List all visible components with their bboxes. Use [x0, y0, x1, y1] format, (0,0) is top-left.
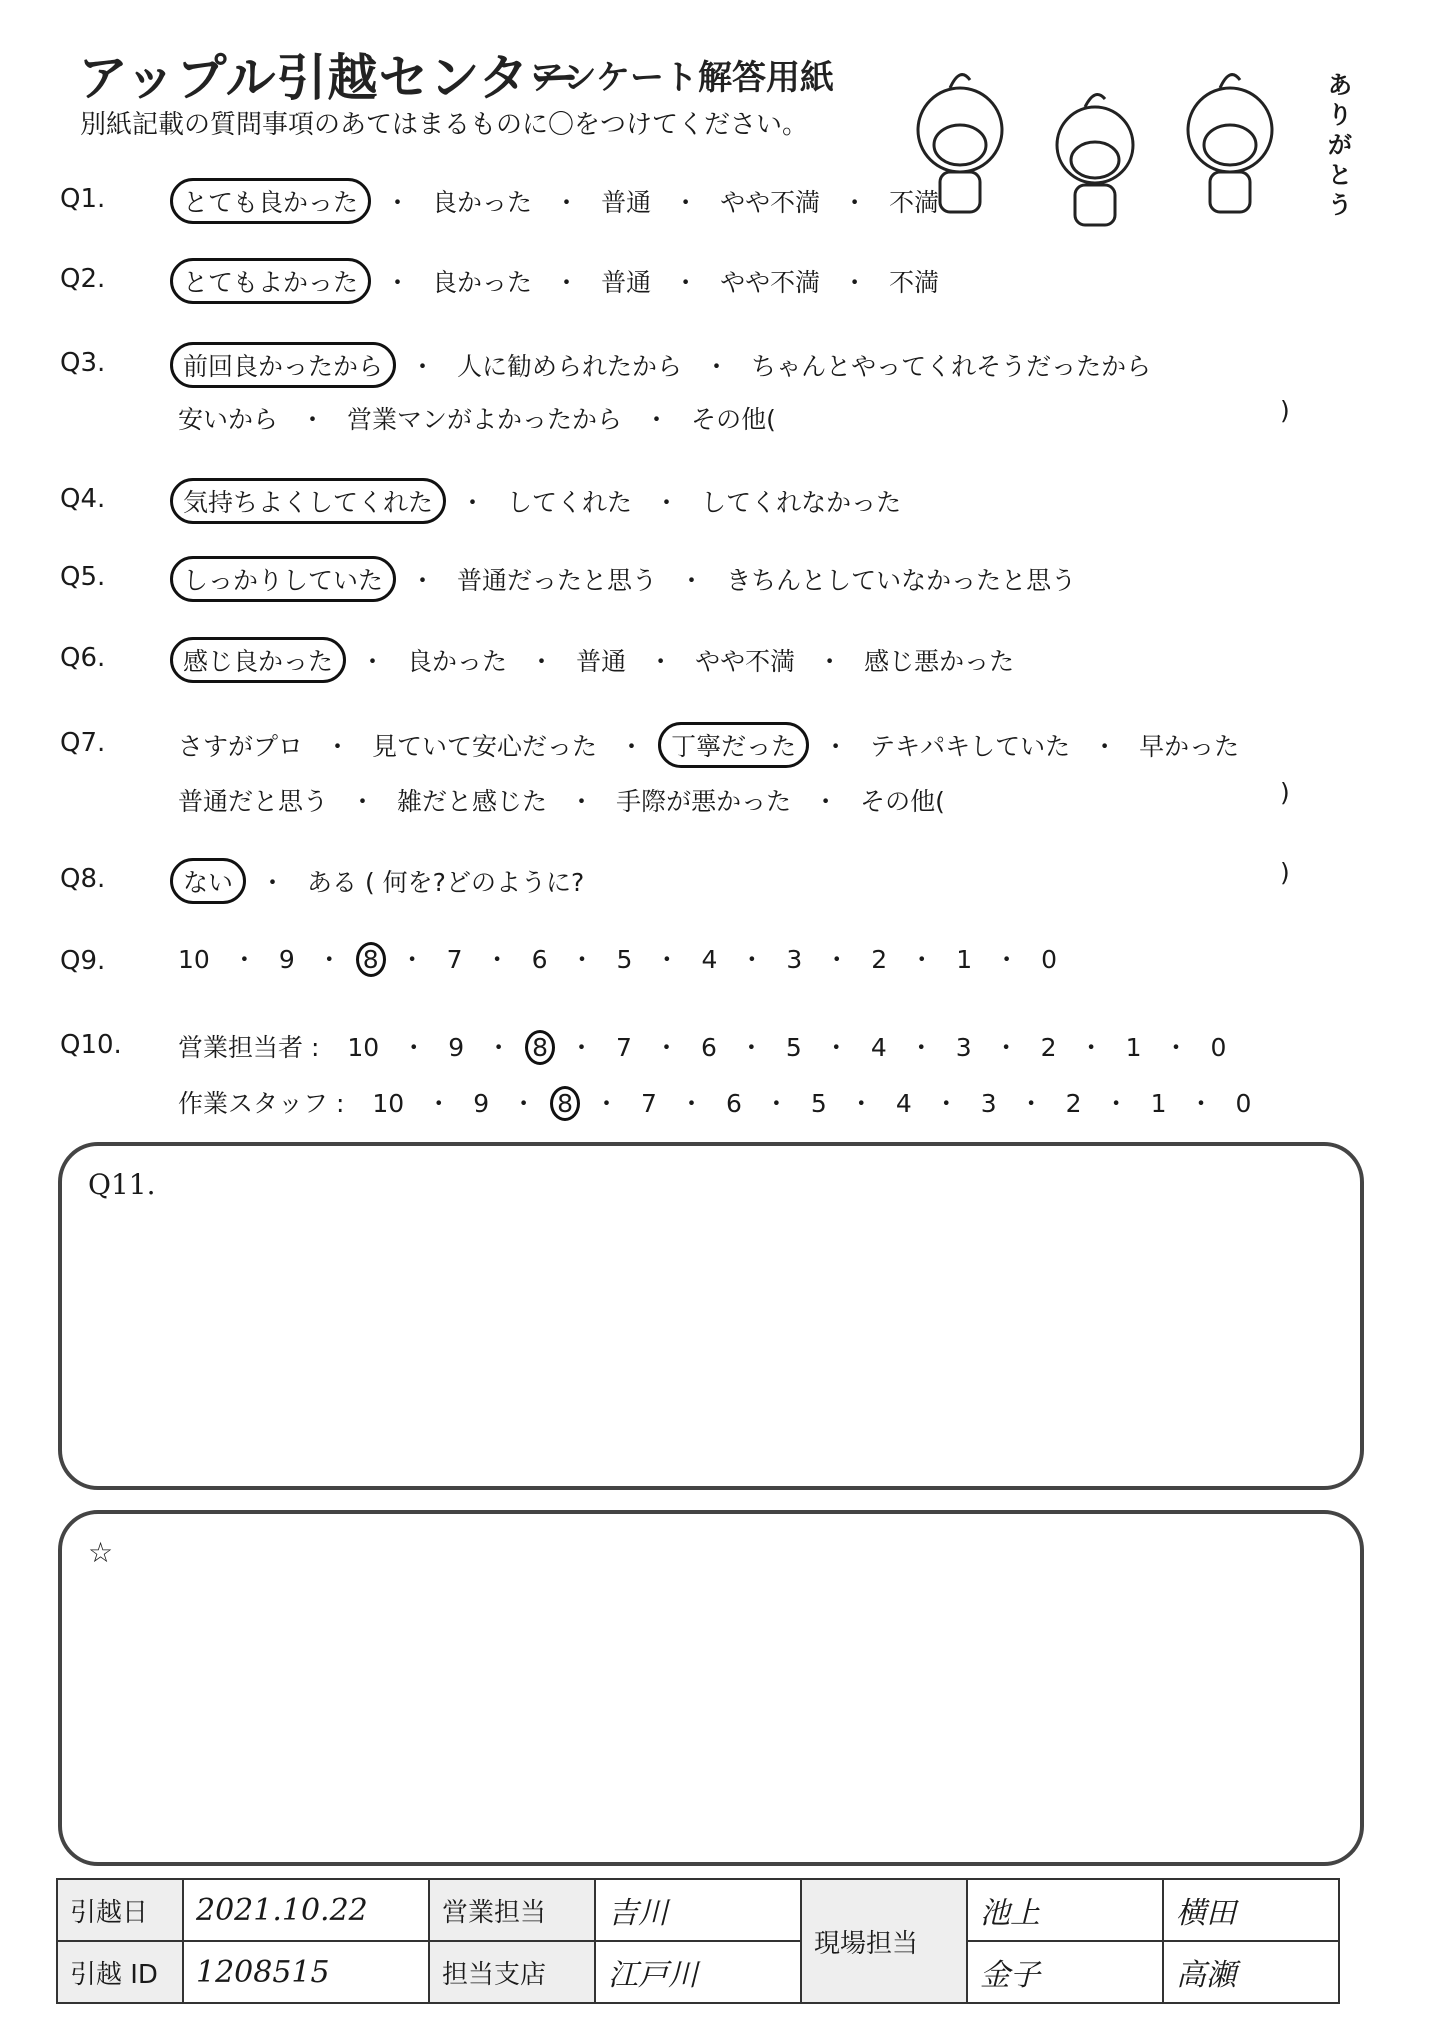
move-date-value: 2021.10.22: [183, 1879, 429, 1941]
question-label: Q6.: [60, 643, 106, 673]
separator: ・: [824, 945, 850, 974]
separator: ・: [842, 268, 868, 297]
separator: ・: [823, 732, 849, 761]
separator: ・: [260, 868, 286, 897]
rating-option[interactable]: 4: [870, 1033, 887, 1062]
rating-option[interactable]: 10: [347, 1033, 380, 1062]
site-staff-3: 金子: [967, 1941, 1163, 2003]
rating-option-selected[interactable]: 8: [525, 1030, 555, 1065]
answer-option-selected[interactable]: とても良かった: [170, 178, 371, 224]
separator: ・: [410, 352, 436, 381]
answer-option[interactable]: やや不満: [720, 268, 821, 297]
answer-option[interactable]: 早かった: [1139, 732, 1240, 761]
separator: ・: [1163, 1033, 1189, 1062]
separator: ・: [594, 1089, 620, 1118]
answer-option[interactable]: 7: [446, 945, 463, 974]
answer-option[interactable]: 普通だったと思う: [457, 566, 658, 595]
separator: ・: [426, 1089, 452, 1118]
site-label: 現場担当: [801, 1879, 967, 2003]
answer-option[interactable]: 雑だと感じた: [397, 787, 548, 816]
question-options-row: [170, 858, 592, 904]
separator: ・: [823, 1033, 849, 1062]
question-options-row: [170, 396, 784, 440]
answer-option[interactable]: 2: [871, 945, 888, 974]
star-comment-box[interactable]: [58, 1510, 1364, 1866]
separator: ・: [554, 188, 580, 217]
branch-value: 江戸川: [595, 1941, 801, 2003]
rating-option-selected[interactable]: 8: [550, 1086, 580, 1121]
rating-option[interactable]: 0: [1235, 1089, 1252, 1118]
answer-option[interactable]: 4: [701, 945, 718, 974]
q11-comment-box[interactable]: [58, 1142, 1364, 1490]
close-paren: ): [1280, 858, 1290, 887]
question-options-row: [170, 342, 1159, 388]
rating-option[interactable]: 7: [641, 1089, 657, 1118]
question-label: Q4.: [60, 484, 106, 514]
answer-option[interactable]: してくれた: [507, 488, 633, 517]
answer-option[interactable]: 普通: [601, 268, 652, 297]
separator: ・: [848, 1089, 874, 1118]
answer-option[interactable]: 営業マンがよかったから: [347, 405, 623, 434]
answer-option[interactable]: 6: [531, 945, 548, 974]
q10-rating-row: [170, 1080, 1259, 1124]
form-subtitle: アンケート解答用紙: [530, 58, 834, 98]
separator: ・: [673, 268, 699, 297]
thanks-text: ありがとう: [1328, 71, 1352, 219]
move-id-value: 1208515: [183, 1941, 429, 2003]
separator: ・: [679, 566, 705, 595]
rating-option[interactable]: 5: [810, 1089, 827, 1118]
monkey-icon: [1188, 75, 1272, 212]
separator: ・: [410, 566, 436, 595]
separator: ・: [385, 188, 411, 217]
answer-option[interactable]: 安いから: [178, 405, 279, 434]
separator: ・: [673, 188, 699, 217]
separator: ・: [401, 1033, 427, 1062]
rating-option[interactable]: 5: [785, 1033, 802, 1062]
separator: ・: [486, 1033, 512, 1062]
rating-option[interactable]: 7: [616, 1033, 632, 1062]
separator: ・: [316, 945, 342, 974]
rating-option[interactable]: 3: [980, 1089, 997, 1118]
site-staff-1: 池上: [967, 1879, 1163, 1941]
separator: ・: [385, 268, 411, 297]
question-options-row: [170, 258, 947, 304]
answer-option-selected[interactable]: とてもよかった: [170, 258, 371, 304]
separator: ・: [813, 787, 839, 816]
answer-option[interactable]: 不満: [889, 188, 940, 217]
separator: ・: [654, 945, 680, 974]
separator: ・: [569, 945, 595, 974]
answer-option[interactable]: 普通だと思う: [178, 787, 329, 816]
answer-option[interactable]: 見ていて安心だった: [372, 732, 598, 761]
answer-option[interactable]: 良かった: [407, 647, 508, 676]
q10-rating-row: [170, 1024, 1234, 1068]
answer-option[interactable]: きちんとしていなかったと思う: [726, 566, 1077, 595]
separator: ・: [704, 352, 730, 381]
rating-option[interactable]: 3: [955, 1033, 972, 1062]
separator: ・: [817, 647, 843, 676]
monkey-mascots-illustration: [900, 60, 1380, 230]
separator: ・: [325, 732, 351, 761]
question-label: Q5.: [60, 562, 106, 592]
question-label: Q1.: [60, 184, 106, 214]
answer-option[interactable]: 普通: [601, 188, 652, 217]
answer-option[interactable]: やや不満: [720, 188, 821, 217]
answer-option[interactable]: 不満: [889, 268, 940, 297]
question-label: Q9.: [60, 946, 106, 976]
separator: ・: [909, 945, 935, 974]
answer-option[interactable]: その他(: [860, 787, 945, 816]
rating-row-name: 営業担当者 :: [178, 1033, 320, 1062]
separator: ・: [300, 405, 326, 434]
footer-info-table: [56, 1878, 1340, 2004]
star-label: ☆: [88, 1536, 114, 1569]
separator: ・: [350, 787, 376, 816]
sales-label: 営業担当: [429, 1879, 595, 1941]
separator: ・: [484, 945, 510, 974]
separator: ・: [1078, 1033, 1104, 1062]
answer-option-selected[interactable]: 前回良かったから: [170, 342, 396, 388]
question-options-row: [170, 478, 909, 524]
branch-label: 担当支店: [429, 1941, 595, 2003]
rating-option[interactable]: 1: [1150, 1089, 1167, 1118]
separator: ・: [842, 188, 868, 217]
rating-option[interactable]: 2: [1040, 1033, 1057, 1062]
question-label: Q2.: [60, 264, 106, 294]
answer-option[interactable]: 1: [956, 945, 973, 974]
separator: ・: [738, 1033, 764, 1062]
move-id-label: 引越 ID: [57, 1941, 183, 2003]
answer-option[interactable]: 普通: [576, 647, 627, 676]
monkey-icon: [1057, 95, 1133, 226]
separator: ・: [678, 1089, 704, 1118]
separator: ・: [739, 945, 765, 974]
answer-option[interactable]: テキパキしていた: [870, 732, 1071, 761]
rating-option[interactable]: 6: [725, 1089, 742, 1118]
answer-option[interactable]: 5: [616, 945, 633, 974]
rating-row-name: 作業スタッフ :: [178, 1089, 345, 1118]
separator: ・: [933, 1089, 959, 1118]
answer-option-selected[interactable]: 気持ちよくしてくれた: [170, 478, 446, 524]
question-options-row: [170, 778, 953, 822]
site-staff-2: 横田: [1163, 1879, 1339, 1941]
answer-option[interactable]: 9: [278, 945, 295, 974]
close-paren: ): [1280, 778, 1290, 807]
separator: ・: [644, 405, 670, 434]
answer-option[interactable]: 10: [178, 945, 210, 974]
answer-option[interactable]: ちゃんとやってくれそうだったから: [751, 352, 1152, 381]
separator: ・: [994, 945, 1020, 974]
separator: ・: [569, 1033, 595, 1062]
answer-option-selected[interactable]: しっかりしていた: [170, 556, 396, 602]
separator: ・: [763, 1089, 789, 1118]
answer-option-selected[interactable]: 感じ良かった: [170, 637, 346, 683]
separator: ・: [619, 732, 645, 761]
answer-option[interactable]: 良かった: [432, 268, 533, 297]
answer-option[interactable]: ある ( 何を?どのように?: [307, 868, 585, 897]
answer-option[interactable]: 0: [1041, 945, 1058, 974]
separator: ・: [993, 1033, 1019, 1062]
separator: ・: [554, 268, 580, 297]
q11-label: Q11.: [88, 1168, 156, 1201]
separator: ・: [653, 1033, 679, 1062]
question-label: Q7.: [60, 728, 106, 758]
question-options-row: [170, 556, 1084, 602]
separator: ・: [231, 945, 257, 974]
rating-option[interactable]: 6: [700, 1033, 717, 1062]
rating-option[interactable]: 9: [473, 1089, 490, 1118]
separator: ・: [908, 1033, 934, 1062]
answer-option-selected[interactable]: ない: [170, 858, 246, 904]
rating-option[interactable]: 10: [372, 1089, 405, 1118]
separator: ・: [1018, 1089, 1044, 1118]
separator: ・: [511, 1089, 537, 1118]
separator: ・: [1092, 732, 1118, 761]
company-title: アップル引越センター: [78, 49, 581, 107]
answer-option[interactable]: 3: [786, 945, 803, 974]
answer-option[interactable]: その他(: [691, 405, 776, 434]
rating-option[interactable]: 0: [1210, 1033, 1227, 1062]
separator: ・: [460, 488, 486, 517]
separator: ・: [654, 488, 680, 517]
rating-option[interactable]: 4: [895, 1089, 912, 1118]
question-options-row: [170, 722, 1247, 768]
sales-value: 吉川: [595, 1879, 801, 1941]
move-date-label: 引越日: [57, 1879, 183, 1941]
answer-option[interactable]: 良かった: [432, 188, 533, 217]
answer-option[interactable]: してくれなかった: [701, 488, 902, 517]
separator: ・: [399, 945, 425, 974]
question-label: Q8.: [60, 864, 106, 894]
rating-option[interactable]: 1: [1125, 1033, 1142, 1062]
separator: ・: [529, 647, 555, 676]
question-label: Q10.: [60, 1030, 122, 1060]
answer-option[interactable]: やや不満: [695, 647, 796, 676]
separator: ・: [648, 647, 674, 676]
rating-option[interactable]: 9: [448, 1033, 465, 1062]
separator: ・: [569, 787, 595, 816]
answer-option-selected[interactable]: 8: [356, 942, 386, 977]
close-paren: ): [1280, 396, 1290, 425]
question-label: Q3.: [60, 348, 106, 378]
site-staff-4: 高瀬: [1163, 1941, 1339, 2003]
answer-option[interactable]: 人に勧められたから: [457, 352, 683, 381]
answer-option-selected[interactable]: 丁寧だった: [658, 722, 809, 768]
instruction-text: 別紙記載の質問事項のあてはまるものに〇をつけてください。: [80, 110, 809, 140]
separator: ・: [360, 647, 386, 676]
separator: ・: [1103, 1089, 1129, 1118]
answer-option[interactable]: 感じ悪かった: [864, 647, 1015, 676]
separator: ・: [1188, 1089, 1214, 1118]
question-options-row: [170, 940, 1065, 978]
answer-option[interactable]: 手際が悪かった: [616, 787, 792, 816]
question-options-row: [170, 637, 1022, 683]
answer-option[interactable]: さすがプロ: [178, 732, 304, 761]
question-options-row: [170, 178, 947, 224]
rating-option[interactable]: 2: [1065, 1089, 1082, 1118]
